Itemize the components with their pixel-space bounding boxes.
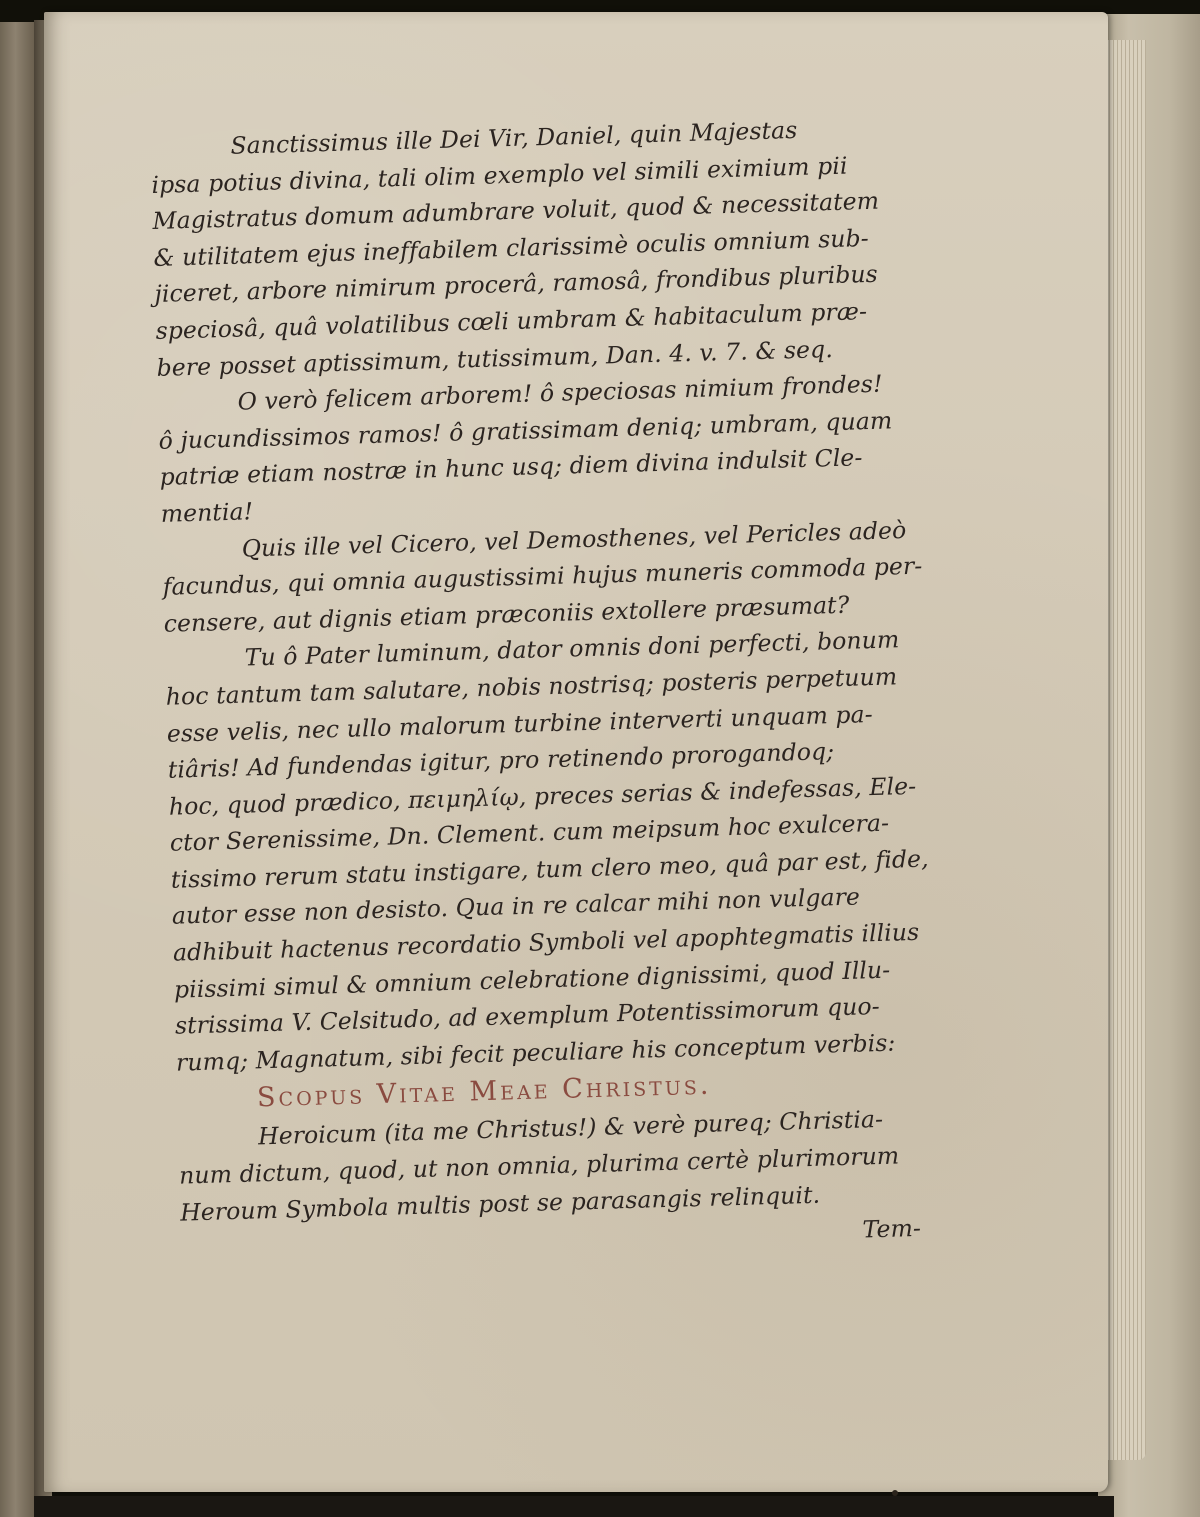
text-line: hoc, quod prædico, πειμηλίῳ, preces serias & indefessas, Ele- bbox=[168, 771, 917, 821]
text-line: rumq; Magnatum, sibi fecit peculiare his conceptum verbis: bbox=[175, 1028, 896, 1077]
text-line: Sanctissimus ille Dei Vir, Daniel, quin Majestas bbox=[230, 115, 798, 160]
text-line: Quis ille vel Cicero, vel Demosthenes, vel Pericles adeò bbox=[241, 515, 907, 563]
text-line: speciosâ, quâ volatilibus cœli umbram & habitaculum præ- bbox=[155, 297, 868, 345]
book-page bbox=[44, 12, 1108, 1492]
text-line: adhibuit hactenus recordatio Symboli vel apophtegmatis illius bbox=[172, 917, 920, 967]
text-line: Heroum Symbola multis post se parasangis relinquit. bbox=[179, 1180, 821, 1227]
text-line: mentia! bbox=[160, 497, 254, 528]
text-line: tiâris! Ad fundendas igitur, pro retinendo prorogandoq; bbox=[167, 737, 835, 784]
text-line: autor esse non desisto. Qua in re calcar mihi non vulgare bbox=[171, 882, 861, 931]
text-line: ctor Serenissime, Dn. Clement. cum meipsum hoc exulcera- bbox=[169, 808, 890, 857]
text-line: strissima V. Celsitudo, ad exemplum Potentissimorum quo- bbox=[174, 992, 881, 1040]
text-line: num dictum, quod, ut non omnia, plurima certè plurimorum bbox=[178, 1141, 900, 1190]
text-line: esse velis, nec ullo malorum turbine interverti unquam pa- bbox=[166, 699, 874, 748]
text-line: bere posset aptissimum, tutissimum, Dan. 4. v. 7. & seq. bbox=[156, 334, 834, 382]
text-line: facundus, qui omnia augustissimi hujus muneris commoda per- bbox=[162, 551, 923, 601]
text-line: Magistratus domum adumbrare voluit, quod & necessitatem bbox=[152, 186, 880, 236]
motto-heading: Scopus Vitae Meae Christus. bbox=[256, 1070, 712, 1114]
text-line: piissimi simul & omnium celebratione dignissimi, quod Illu- bbox=[173, 955, 891, 1004]
text-line: Tu ô Pater luminum, dator omnis doni perfecti, bonum bbox=[244, 625, 900, 672]
text-line: & utilitatem ejus ineffabilem clarissimè oculis omnium sub- bbox=[153, 223, 870, 272]
text-line: hoc tantum tam salutare, nobis nostrisq; posteris perpetuum bbox=[165, 662, 898, 711]
text-line: censere, aut dignis etiam præconiis extollere præsumat? bbox=[163, 590, 850, 638]
text-line: patriæ etiam nostræ in hunc usq; diem divina indulsit Cle- bbox=[159, 443, 863, 492]
catchword: Tem- bbox=[862, 1214, 922, 1244]
text-line: jiceret, arbore nimirum procerâ, ramosâ, frondibus pluribus bbox=[154, 260, 879, 309]
page-text bbox=[150, 109, 930, 1267]
text-line: ipsa potius divina, tali olim exemplo vel simili eximium pii bbox=[151, 151, 848, 199]
text-line: tissimo rerum statu instigare, tum clero meo, quâ par est, fide, bbox=[170, 844, 930, 894]
text-line: O verò felicem arborem! ô speciosas nimium frondes! bbox=[237, 369, 883, 416]
text-line: Heroicum (ita me Christus!) & verè pureq; Christia- bbox=[257, 1105, 884, 1151]
bottom-board-edge bbox=[34, 1496, 1114, 1517]
left-page-edge bbox=[0, 22, 34, 1517]
text-line: ô jucundissimos ramos! ô gratissimam deniq; umbram, quam bbox=[158, 406, 893, 455]
